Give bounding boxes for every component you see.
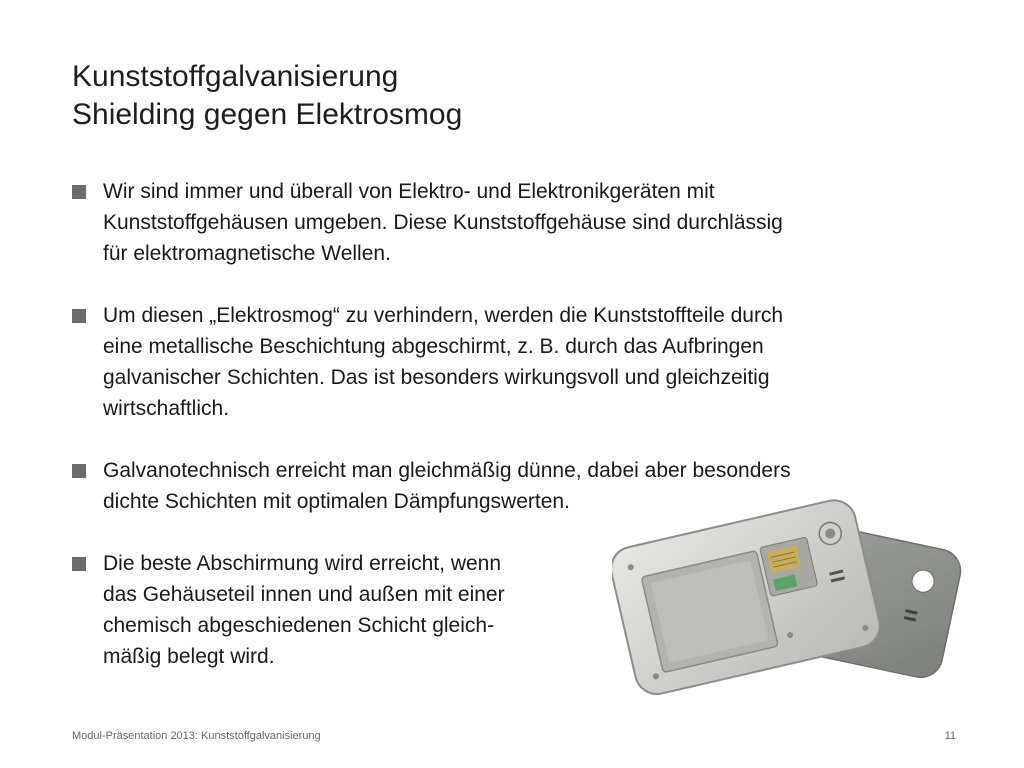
bullet-line: mäßig belegt wird. (103, 645, 275, 668)
bullet-line: wirtschaftlich. (103, 397, 230, 420)
page-number: 11 (944, 730, 956, 742)
bullet-line: das Gehäuseteil innen und außen mit einer (103, 583, 505, 606)
bullet-line: Um diesen „Elektrosmog“ zu verhindern, werden die Kunststoffteile durch (103, 304, 784, 327)
square-bullet-icon (72, 464, 86, 478)
square-bullet-icon (72, 557, 86, 571)
bullet-line: dichte Schichten mit optimalen Dämpfungswerten. (103, 490, 570, 513)
phone-frame (612, 496, 884, 698)
title-line-2: Shielding gegen Elektrosmog (72, 98, 463, 131)
square-bullet-icon (72, 309, 86, 323)
bullet-line: Kunststoffgehäusen umgeben. Diese Kunststoffgehäuse sind durchlässig (103, 211, 783, 234)
bullet-item (72, 176, 952, 269)
bullet-item (72, 300, 952, 424)
bullet-line: eine metallische Beschichtung abgeschirmt, z. B. durch das Aufbringen (103, 335, 764, 358)
phone-housing-image (612, 494, 964, 704)
bullet-line: für elektromagnetische Wellen. (103, 242, 391, 265)
bullet-line: Die beste Abschirmung wird erreicht, wenn (103, 552, 502, 575)
bullet-line: Wir sind immer und überall von Elektro- und Elektronikgeräten mit (103, 180, 715, 203)
bullet-line: galvanischer Schichten. Das ist besonders wirkungsvoll und gleichzeitig (103, 366, 770, 389)
square-bullet-icon (72, 185, 86, 199)
slide-title (72, 58, 462, 134)
title-line-1: Kunststoffgalvanisierung (72, 60, 399, 93)
bullet-line: Galvanotechnisch erreicht man gleichmäßig dünne, dabei aber besonders (103, 459, 791, 482)
footer-text: Modul-Präsentation 2013: Kunststoffgalvanisierung (72, 730, 321, 742)
bullet-line: chemisch abgeschiedenen Schicht gleich- (103, 614, 495, 637)
bullet-item (72, 548, 623, 672)
